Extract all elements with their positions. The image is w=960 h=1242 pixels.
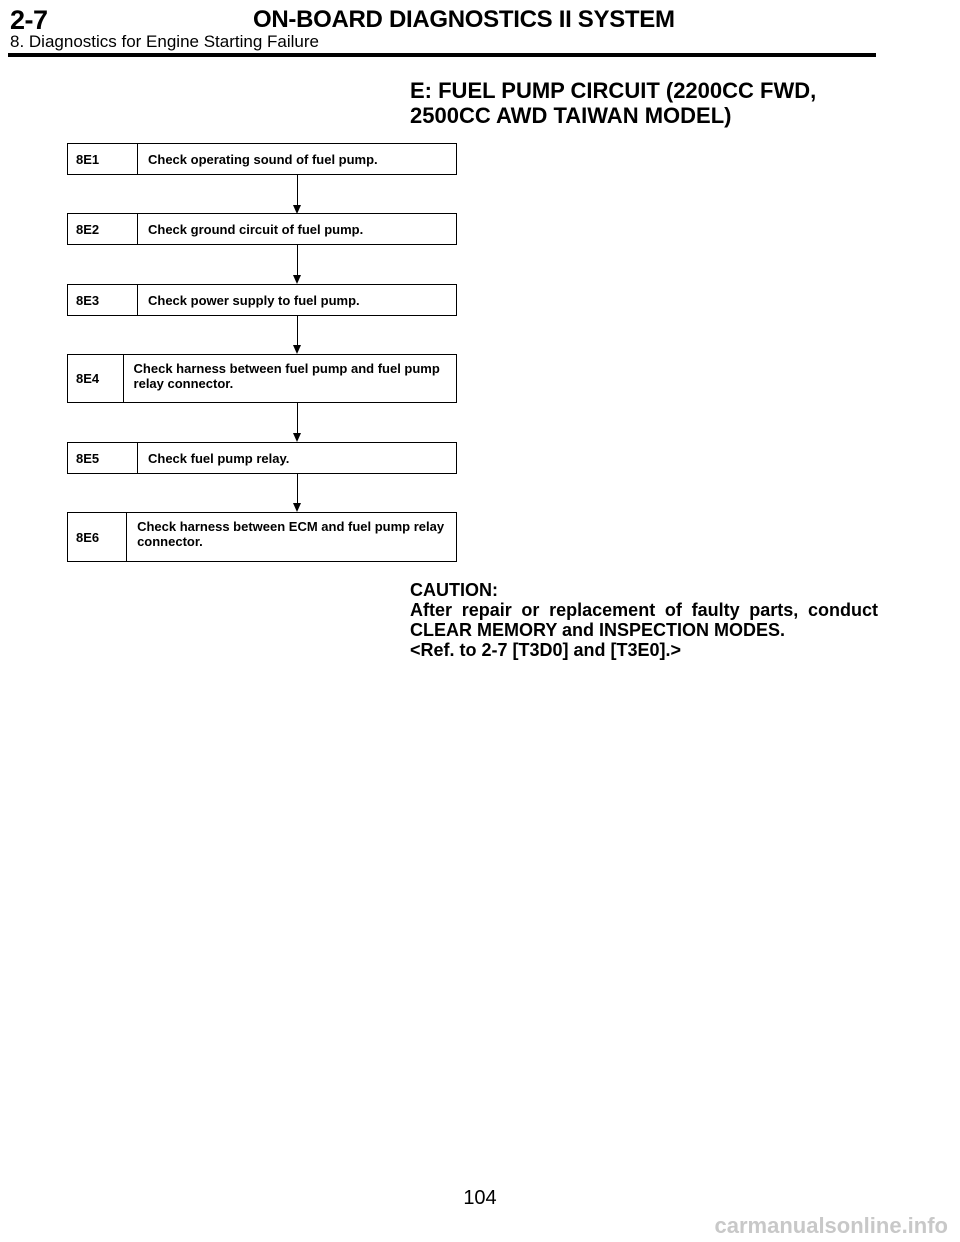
page-number: 104 xyxy=(463,1187,497,1209)
step-text: Check power supply to fuel pump. xyxy=(148,292,360,308)
caution-note xyxy=(410,580,878,660)
flow-arrow-down-icon xyxy=(293,503,301,512)
step-text: Check fuel pump relay. xyxy=(148,450,290,466)
step-text: Check harness between ECM and fuel pump relay connector. xyxy=(137,519,445,549)
step-code: 8E2 xyxy=(68,214,138,244)
step-8E1[interactable] xyxy=(67,143,457,175)
header-rule xyxy=(8,53,876,57)
step-8E6[interactable] xyxy=(67,512,457,562)
caution-line-2: CLEAR MEMORY and INSPECTION MODES. xyxy=(410,620,786,640)
step-8E4[interactable] xyxy=(67,354,457,403)
caution-label: CAUTION: xyxy=(410,580,498,600)
flow-arrow-down-icon xyxy=(293,275,301,284)
step-code: 8E1 xyxy=(68,144,138,174)
step-code: 8E3 xyxy=(68,285,138,315)
procedure-heading-line-1: E: FUEL PUMP CIRCUIT (2200CC FWD, xyxy=(410,78,817,103)
caution-reference-link[interactable]: <Ref. to 2-7 [T3D0] and [T3E0].> xyxy=(410,640,682,660)
step-8E2[interactable] xyxy=(67,213,457,245)
flow-arrow-down-icon xyxy=(293,345,301,354)
step-text: Check ground circuit of fuel pump. xyxy=(148,221,364,237)
flow-arrow-down-icon xyxy=(293,433,301,442)
step-code: 8E6 xyxy=(68,513,127,561)
section-subtitle: 8. Diagnostics for Engine Starting Failure xyxy=(10,32,319,51)
step-8E5[interactable] xyxy=(67,442,457,474)
flow-arrow-line xyxy=(297,403,298,434)
watermark: carmanualsonline.info xyxy=(714,1213,948,1238)
step-8E3[interactable] xyxy=(67,284,457,316)
section-title: ON-BOARD DIAGNOSTICS II SYSTEM xyxy=(253,6,675,33)
flow-arrow-line xyxy=(297,245,298,276)
flow-arrow-line xyxy=(297,175,298,206)
flow-arrow-line xyxy=(297,474,298,504)
step-code: 8E4 xyxy=(68,355,124,402)
caution-line-1: After repair or replacement of faulty parts, conduct xyxy=(410,600,878,620)
step-code: 8E5 xyxy=(68,443,138,473)
procedure-heading xyxy=(410,78,816,128)
flow-arrow-line xyxy=(297,316,298,346)
procedure-heading-line-2: 2500CC AWD TAIWAN MODEL) xyxy=(410,103,732,128)
step-text: Check operating sound of fuel pump. xyxy=(148,151,378,167)
step-text: Check harness between fuel pump and fuel pump relay connector. xyxy=(133,361,440,391)
section-number: 2-7 xyxy=(10,5,48,35)
